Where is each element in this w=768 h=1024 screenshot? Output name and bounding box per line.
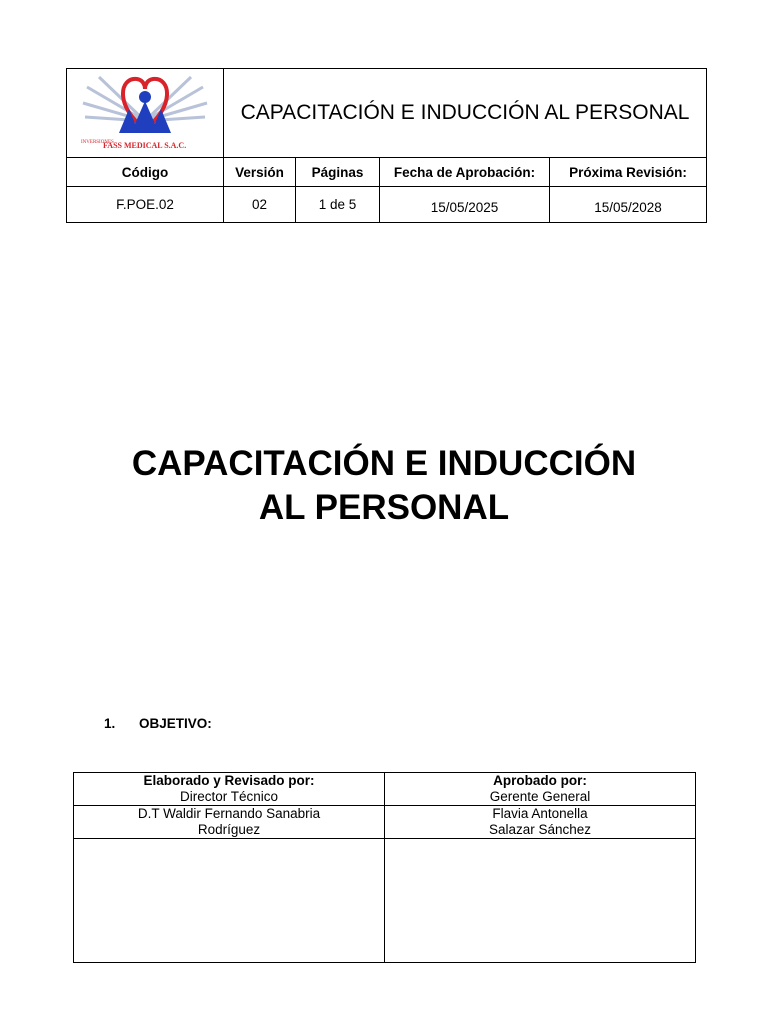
value-codigo: F.POE.02	[67, 187, 224, 223]
company-logo	[75, 71, 215, 151]
main-title-line-2: AL PERSONAL	[258, 488, 510, 527]
value-fecha-aprobacion: 15/05/2025	[380, 187, 550, 223]
approved-by-name-line-2: Salazar Sánchez	[488, 822, 592, 837]
approved-by-name-line-1: Flavia Antonella	[492, 806, 588, 821]
document-header-table	[66, 68, 707, 223]
approved-by-role: Gerente General	[489, 789, 591, 804]
prepared-by-name-line-1: D.T Waldir Fernando Sanabria	[137, 806, 321, 821]
logo-prefix: INVERSIONES	[81, 139, 114, 145]
column-header-paginas: Páginas	[296, 158, 380, 187]
main-title	[0, 442, 768, 530]
signature-table	[73, 772, 696, 963]
column-header-proxima-revision: Próxima Revisión:	[550, 158, 707, 187]
column-header-fecha-aprobacion: Fecha de Aprobación:	[380, 158, 550, 187]
logo-cell	[67, 69, 224, 158]
prepared-by-role: Director Técnico	[179, 789, 279, 804]
main-title-line-1: CAPACITACIÓN E INDUCCIÓN	[131, 444, 637, 483]
approved-by-name-cell	[385, 806, 696, 839]
prepared-by-cell	[74, 773, 385, 806]
section-label: OBJETIVO:	[139, 716, 212, 731]
section-number: 1.	[104, 716, 116, 731]
prepared-by-name-line-2: Rodríguez	[197, 822, 261, 837]
document-title: CAPACITACIÓN E INDUCCIÓN AL PERSONAL	[224, 69, 707, 158]
approved-by-heading: Aprobado por:	[493, 773, 587, 788]
prepared-by-heading: Elaborado y Revisado por:	[143, 773, 315, 788]
approved-by-signature-area	[385, 839, 696, 963]
column-header-version: Versión	[224, 158, 296, 187]
prepared-by-signature-area	[74, 839, 385, 963]
logo-company-name: FASS MEDICAL S.A.C.	[103, 140, 187, 150]
value-paginas: 1 de 5	[296, 187, 380, 223]
value-version: 02	[224, 187, 296, 223]
section-heading	[104, 716, 212, 731]
column-header-codigo: Código	[67, 158, 224, 187]
approved-by-cell	[385, 773, 696, 806]
prepared-by-name-cell	[74, 806, 385, 839]
value-proxima-revision: 15/05/2028	[550, 187, 707, 223]
